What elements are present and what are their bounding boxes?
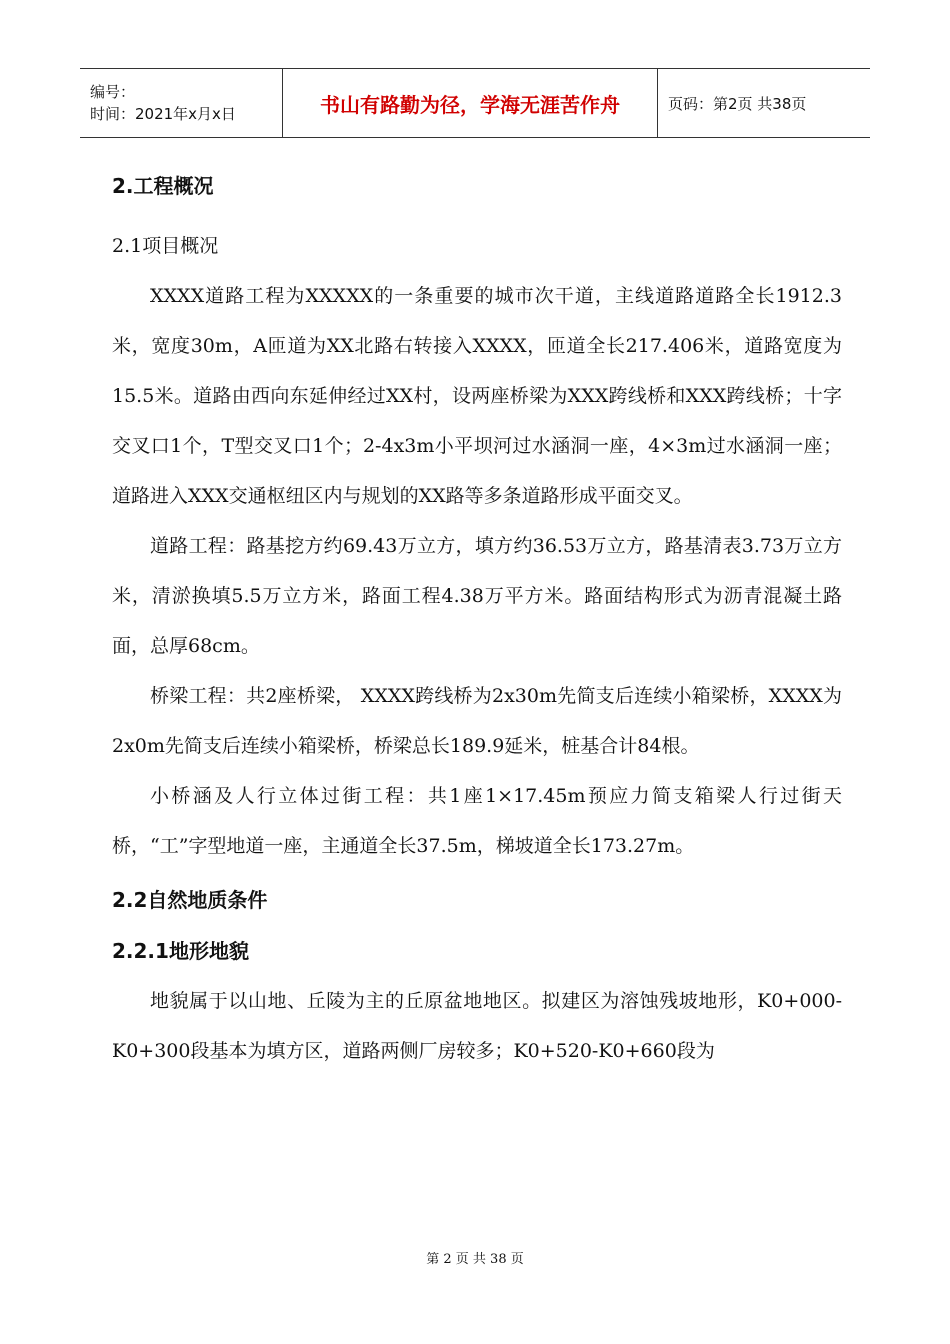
page-info-text: 页码：第2页 共38页 bbox=[668, 94, 807, 113]
document-header bbox=[80, 68, 870, 138]
paragraph-project-overview: XXXX道路工程为XXXXX的一条重要的城市次干道，主线道路道路全长1912.3米，宽度30m，A匝道为XX北路右转接入XXXX，匝道全长217.406米，道路宽度为15.5米。道路由西向东延伸经过XX村，设两座桥梁为XXX跨线桥和XXX跨线桥；十字交叉口1个，T型交叉口1个；2-4x3m小平坝河过水涵洞一座，4×3m过水涵洞一座；道路进入XXX交通枢纽区内与规划的XX路等多条道路形成平面交叉。 bbox=[112, 285, 842, 507]
section-heading-2: 2.工程概况 bbox=[112, 174, 214, 198]
subsection-heading-2-2: 2.2自然地质条件 bbox=[112, 888, 268, 912]
subsection-heading-2-2-1: 2.2.1地形地貌 bbox=[112, 939, 249, 963]
document-body bbox=[112, 170, 842, 1076]
subsection-heading-2-1: 2.1项目概况 bbox=[112, 235, 219, 257]
header-meta bbox=[80, 69, 282, 137]
header-motto bbox=[282, 69, 658, 137]
paragraph-road-works: 道路工程：路基挖方约69.43万立方，填方约36.53万立方，路基清表3.73万立方米，清淤换填5.5万立方米，路面工程4.38万平方米。路面结构形式为沥青混凝土路面，总厚68cm。 bbox=[112, 535, 842, 657]
doc-date: 时间：2021年x月x日 bbox=[90, 105, 236, 123]
paragraph-culvert-works: 小桥涵及人行立体过街工程：共1座1×17.45m预应力简支箱梁人行过街天桥，“工”字型地道一座，主通道全长37.5m，梯坡道全长173.27m。 bbox=[112, 785, 842, 857]
header-page-info bbox=[658, 69, 870, 137]
doc-number-label: 编号： bbox=[90, 83, 136, 101]
motto-text: 书山有路勤为径，学海无涯苦作舟 bbox=[320, 92, 620, 117]
paragraph-bridge-works: 桥梁工程：共2座桥梁， XXXX跨线桥为2x30m先简支后连续小箱梁桥，XXXX为2x0m先简支后连续小箱梁桥，桥梁总长189.9延米，桩基合计84根。 bbox=[112, 685, 842, 757]
page-footer: 第 2 页 共 38 页 bbox=[426, 1252, 524, 1267]
paragraph-landform: 地貌属于以山地、丘陵为主的丘原盆地地区。拟建区为溶蚀残坡地形，K0+000-K0+300段基本为填方区，道路两侧厂房较多；K0+520-K0+660段为 bbox=[112, 990, 842, 1062]
